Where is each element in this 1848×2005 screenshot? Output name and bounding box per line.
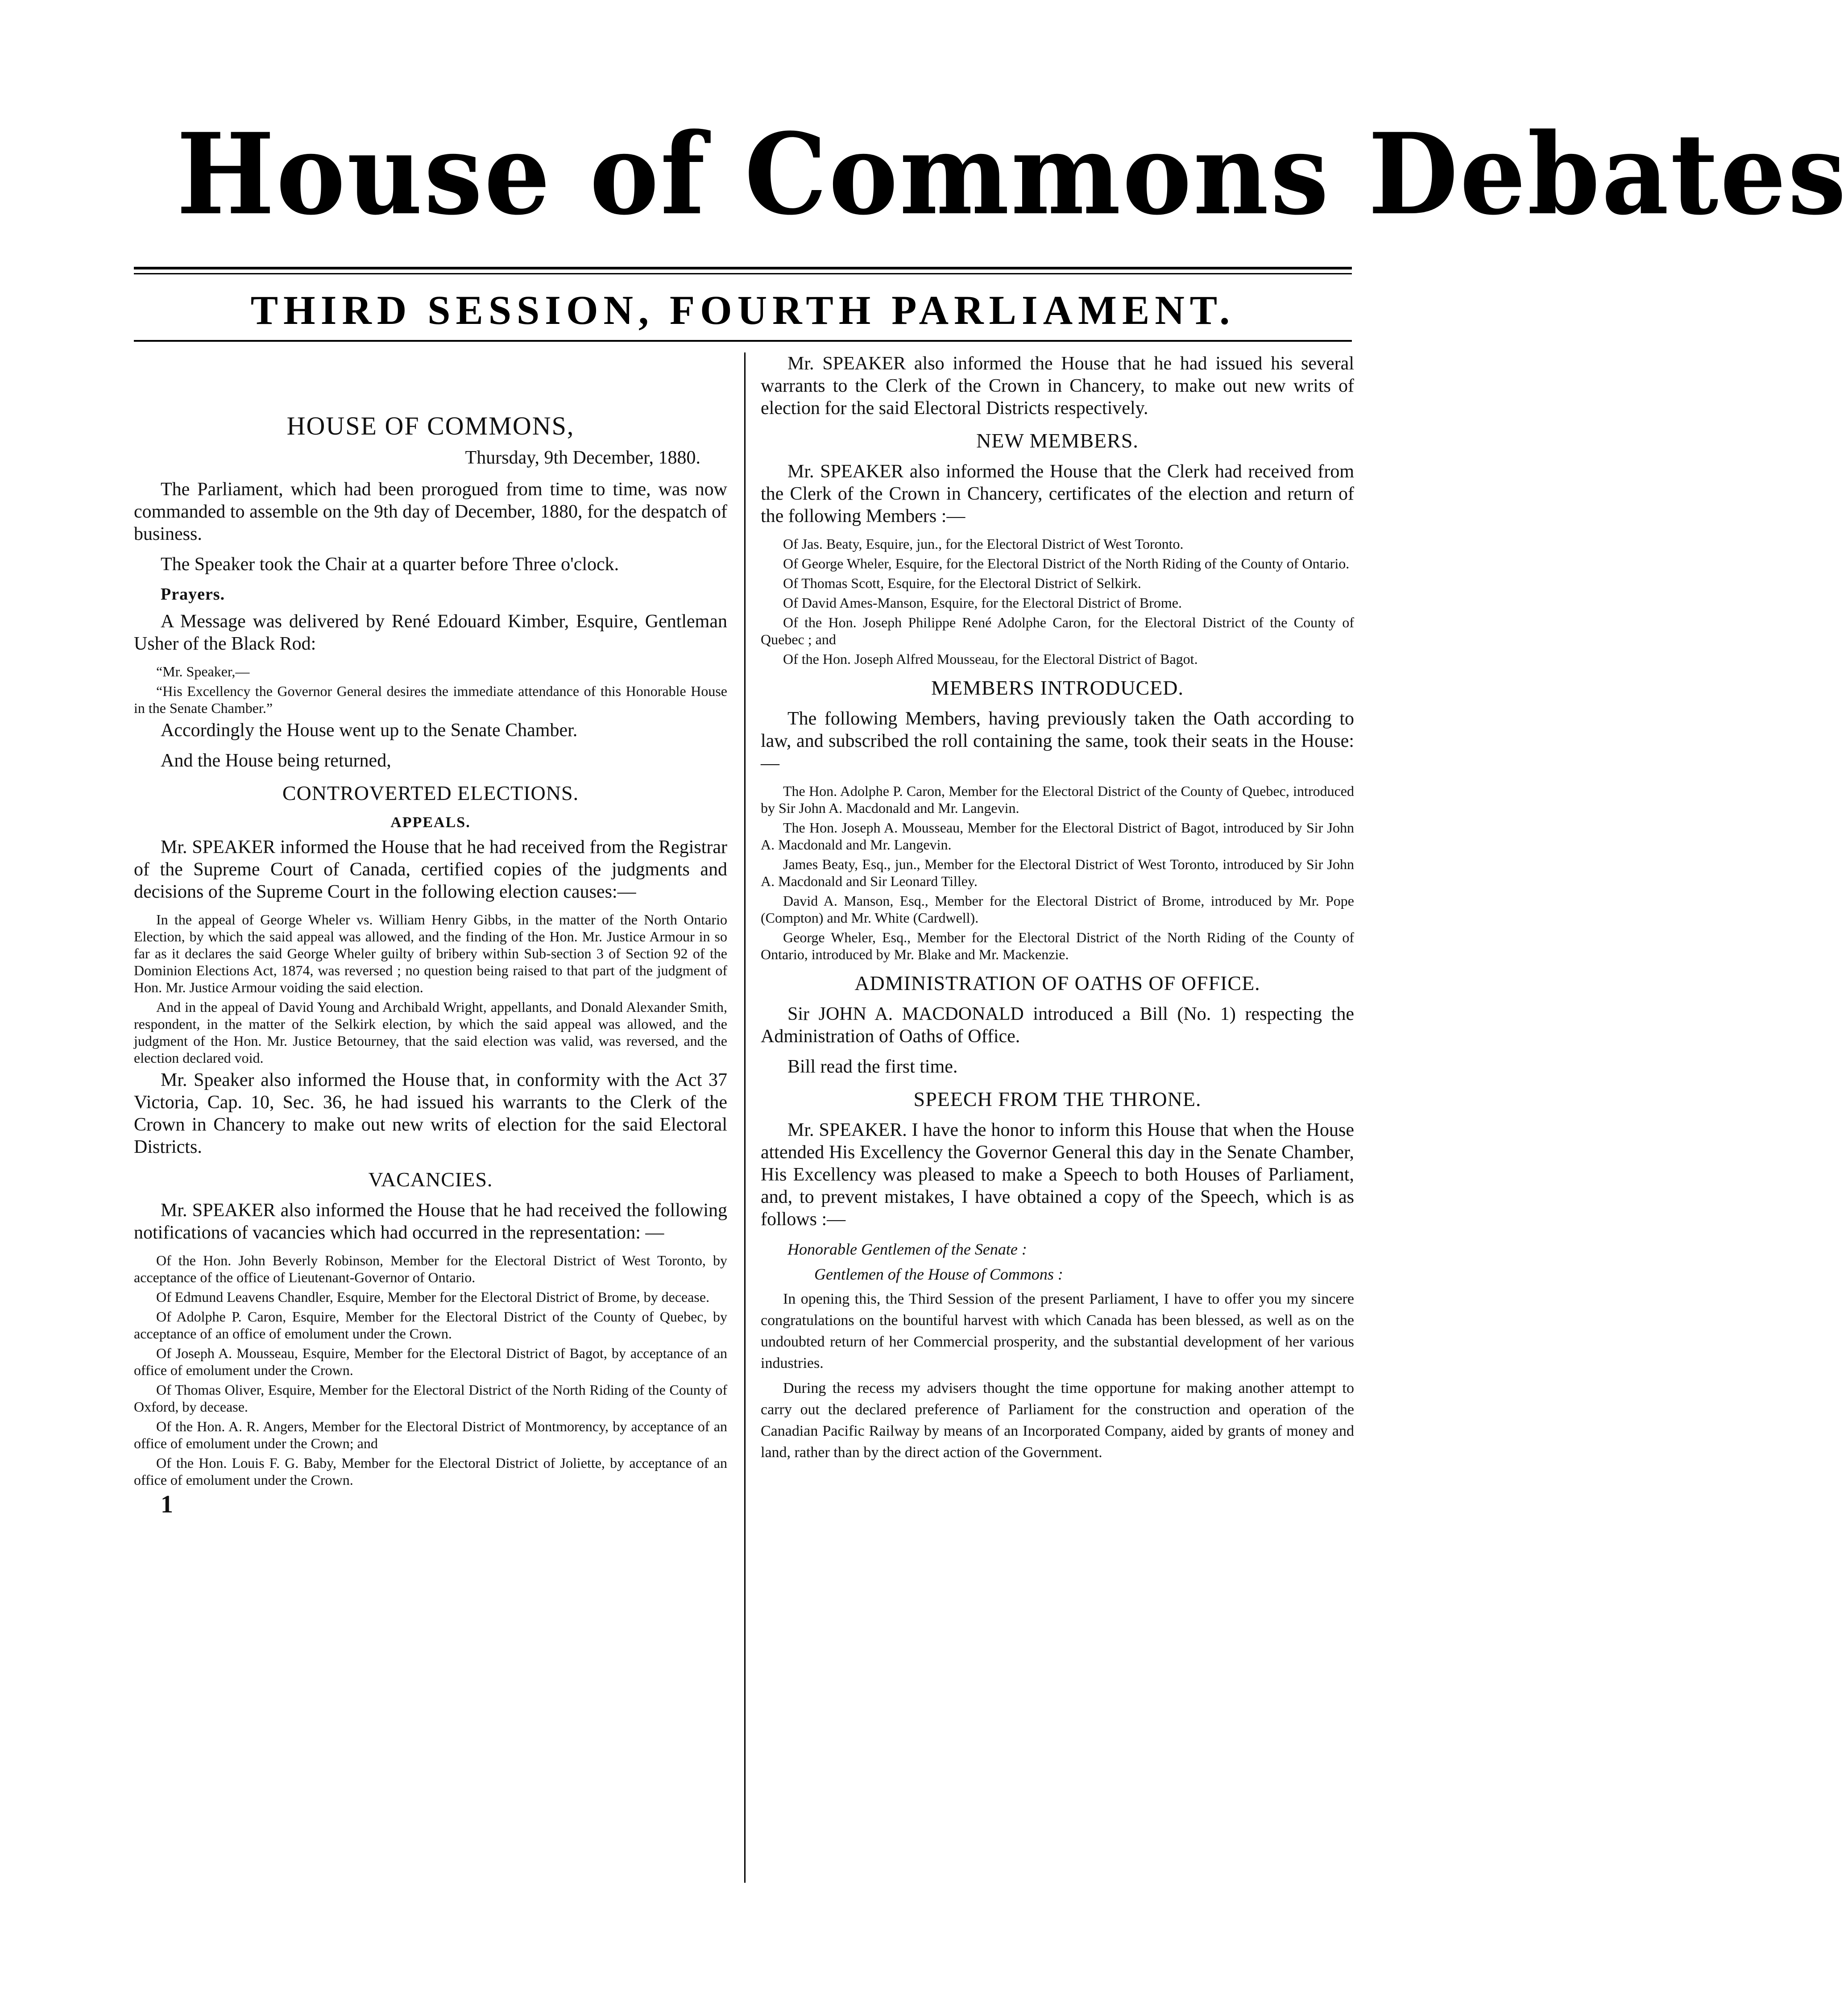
paragraph: Mr. SPEAKER also informed the House that he had issued his several warrants to the Clerk of the Crown in Chancery, to make out new writs of election for the said Electoral Districts respectively. (761, 353, 1354, 418)
speech-salutation-commons: Gentlemen of the House of Commons : (814, 1265, 1063, 1283)
page-number: 1 (161, 1491, 173, 1518)
new-member-item: Of George Wheler, Esquire, for the Electoral District of the North Riding of the County of Ontario. (783, 555, 1350, 572)
new-member-item: Of David Ames-Manson, Esquire, for the Electoral District of Brome. (783, 595, 1182, 611)
masthead-subtitle: THIRD SESSION, FOURTH PARLIAMENT. (250, 287, 1235, 333)
paragraph: Mr. SPEAKER also informed the House that the Clerk had received from the Clerk of the Crown in Chancery, certificates of the election and return of the following Members :— (761, 461, 1354, 526)
subheading-appeals: APPEALS. (390, 814, 471, 831)
new-member-item: Of the Hon. Joseph Philippe René Adolphe Caron, for the Electoral District of the County of Quebec ; and (761, 614, 1354, 647)
masthead-rule-top (134, 267, 1352, 269)
section-heading-oaths-of-office: ADMINISTRATION OF OATHS OF OFFICE. (854, 972, 1260, 994)
message-text: “His Excellency the Governor General desires the immediate attendance of this Honorable House in the Senate Chamber.” (134, 683, 727, 716)
paragraph: Mr. SPEAKER. I have the honor to inform this House that when the House attended His Excellency the Governor General this day in the Senate Chamber, His Excellency was pleased to make a Speech to both Houses of Parliament, and, to prevent mistakes, I have obtained a copy of the Speech, which is as follows :— (761, 1120, 1354, 1230)
section-heading-house-of-commons: HOUSE OF COMMONS, (286, 411, 575, 440)
vacancy-item: Of the Hon. John Beverly Robinson, Member for the Electoral District of West Toronto, by acceptance of the office of Lieutenant-Governor of Ontario. (134, 1252, 727, 1285)
section-heading-controverted-elections: CONTROVERTED ELECTIONS. (282, 782, 579, 804)
paragraph: Mr. Speaker also informed the House that, in conformity with the Act 37 Victoria, Cap. 10, Sec. 36, he had issued his warrants to the Clerk of the Crown in Chancery to make out new writs of election for the said Electoral Districts. (134, 1070, 727, 1157)
paragraph: Mr. SPEAKER informed the House that he had received from the Registrar of the Supreme Court of Canada, certified copies of the judgments and decisions of the Supreme Court in the following election causes:— (134, 837, 727, 902)
speech-paragraph: In opening this, the Third Session of the present Parliament, I have to offer you my sincere congratulations on the bountiful harvest with which Canada has been blessed, as well as on the undoubted return of her Commercial prosperity, and the substantial development of her various industries. (761, 1291, 1354, 1371)
paragraph: Mr. SPEAKER also informed the House that he had received the following notifications of vacancies which had occurred in the representation: — (134, 1200, 727, 1243)
right-column (761, 352, 1354, 1923)
masthead-title: House of Commons Debates (176, 108, 1848, 240)
left-column (134, 352, 727, 1923)
new-member-item: Of the Hon. Joseph Alfred Mousseau, for the Electoral District of Bagot. (783, 651, 1198, 667)
speech-paragraph: During the recess my advisers thought the time opportune for making another attempt to carry out the declared preference of Parliament for the construction and operation of the Canadian Pacific Railway by means of an Incorporated Company, aided by grants of money and land, rather than by the direct action of the Government. (761, 1380, 1354, 1461)
paragraph: A Message was delivered by René Edouard Kimber, Esquire, Gentleman Usher of the Black Rod: (134, 611, 727, 654)
section-heading-speech-from-the-throne: SPEECH FROM THE THRONE. (913, 1088, 1202, 1110)
paragraph: Sir JOHN A. MACDONALD introduced a Bill (No. 1) respecting the Administration of Oaths of Office. (761, 1004, 1354, 1047)
appeal-item: And in the appeal of David Young and Archibald Wright, appellants, and Donald Alexander Smith, respondent, in the matter of the Selkirk election, by which the said appeal was allowed, and the judgment of the Hon. Mr. Justice Betourney, that the said election was valid, was reversed, and the election declared void. (134, 999, 727, 1066)
introduced-item: The Hon. Adolphe P. Caron, Member for the Electoral District of the County of Quebec, introduced by Sir John A. Macdonald and Mr. Langevin. (761, 783, 1354, 816)
paragraph: Bill read the first time. (787, 1056, 958, 1077)
vacancy-item: Of the Hon. Louis F. G. Baby, Member for the Electoral District of Joliette, by acceptance of an office of emolument under the Crown. (134, 1455, 727, 1488)
masthead-rule-bottom (134, 273, 1352, 274)
paragraph: The Speaker took the Chair at a quarter before Three o'clock. (161, 554, 619, 575)
new-member-item: Of Jas. Beaty, Esquire, jun., for the Electoral District of West Toronto. (783, 536, 1184, 552)
vacancy-item: Of Adolphe P. Caron, Esquire, Member for the Electoral District of the County of Quebec, by acceptance of an office of emolument under the Crown. (134, 1309, 727, 1342)
appeal-item: In the appeal of George Wheler vs. William Henry Gibbs, in the matter of the North Ontario Election, by which the said appeal was allowed, and the finding of the Hon. Mr. Justice Armour in so far as it declares the said George Wheler guilty of bribery within Sub-section 3 of Section 92 of the Dominion Elections Act, 1874, was reversed ; no question being raised to that part of the judgment of Hon. Mr. Justice Armour voiding the said election. (134, 911, 727, 995)
paragraph: The Parliament, which had been prorogued from time to time, was now commanded to assemble on the 9th day of December, 1880, for the despatch of business. (134, 479, 727, 544)
new-member-item: Of Thomas Scott, Esquire, for the Electoral District of Selkirk. (783, 575, 1141, 591)
vacancy-item: Of the Hon. A. R. Angers, Member for the Electoral District of Montmorency, by acceptance of an office of emolument under the Crown; and (134, 1418, 727, 1451)
section-heading-members-introduced: MEMBERS INTRODUCED. (931, 676, 1184, 699)
vacancy-item: Of Edmund Leavens Chandler, Esquire, Member for the Electoral District of Brome, by decease. (156, 1289, 710, 1305)
section-heading-vacancies: VACANCIES. (368, 1168, 493, 1191)
message-salutation: “Mr. Speaker,— (156, 663, 250, 679)
column-divider (744, 352, 746, 1883)
subtitle-rule (134, 340, 1352, 342)
vacancy-item: Of Thomas Oliver, Esquire, Member for the Electoral District of the North Riding of the County of Oxford, by decease. (134, 1382, 727, 1415)
paragraph: The following Members, having previously taken the Oath according to law, and subscribed the roll containing the same, took their seats in the House:— (761, 708, 1354, 774)
speech-salutation-senate: Honorable Gentlemen of the Senate : (787, 1240, 1027, 1258)
introduced-item: The Hon. Joseph A. Mousseau, Member for the Electoral District of Bagot, introduced by Sir John A. Macdonald and Mr. Langevin. (761, 820, 1354, 853)
paragraph: And the House being returned, (161, 750, 391, 771)
paragraph: Accordingly the House went up to the Senate Chamber. (161, 720, 578, 741)
vacancy-item: Of Joseph A. Mousseau, Esquire, Member for the Electoral District of Bagot, by acceptance of an office of emolument under the Crown. (134, 1345, 727, 1378)
section-heading-new-members: NEW MEMBERS. (976, 429, 1139, 452)
prayers-label: Prayers. (161, 585, 225, 604)
introduced-item: George Wheler, Esq., Member for the Electoral District of the North Riding of the County of Ontario, introduced by Mr. Blake and Mr. Mackenzie. (761, 929, 1354, 962)
introduced-item: James Beaty, Esq., jun., Member for the Electoral District of West Toronto, introduced by Sir John A. Macdonald and Sir Leonard Tilley. (761, 856, 1354, 889)
sitting-date: Thursday, 9th December, 1880. (465, 447, 700, 468)
introduced-item: David A. Manson, Esq., Member for the Electoral District of Brome, introduced by Mr. Pope (Compton) and Mr. White (Cardwell). (761, 893, 1354, 926)
